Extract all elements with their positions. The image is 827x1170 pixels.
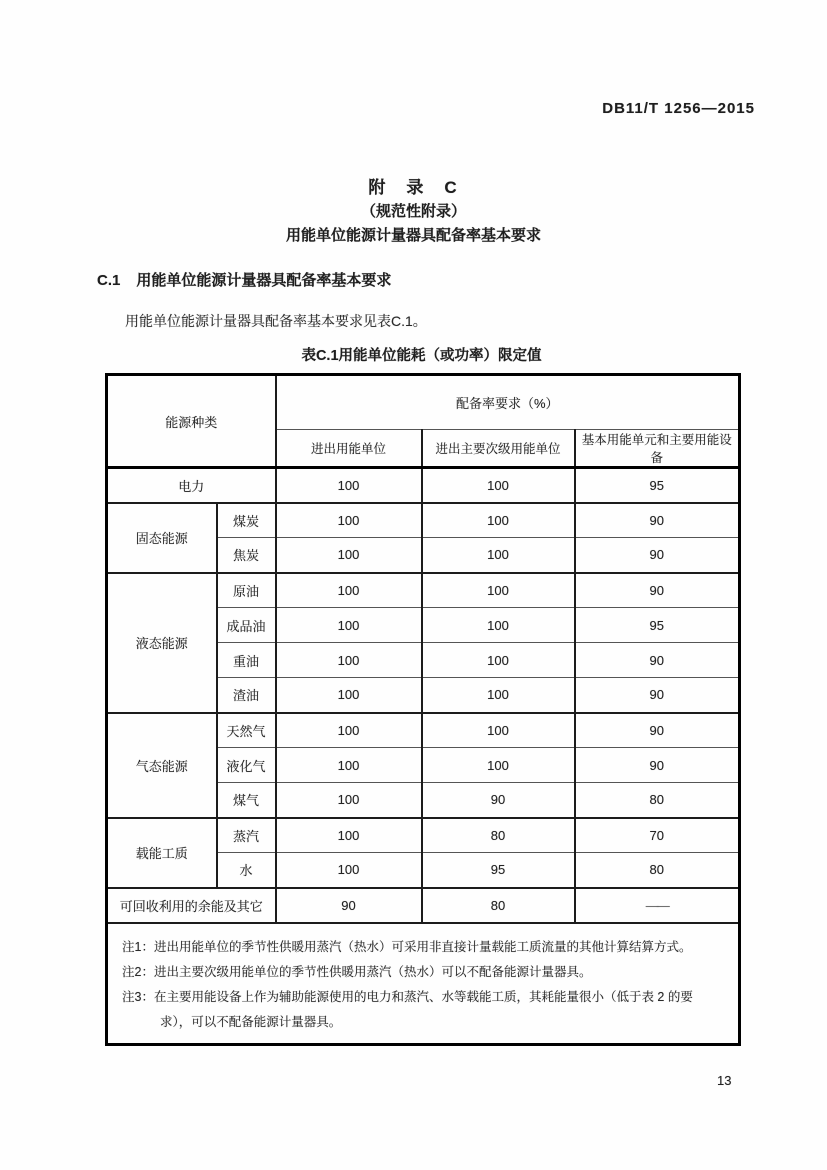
table-cell-value: 100	[276, 468, 422, 503]
header-energy-type: 能源种类	[107, 375, 276, 468]
table-cell-value: ——	[575, 888, 740, 923]
table-cell-value: 100	[276, 783, 422, 818]
row-label: 液化气	[217, 748, 276, 783]
body-paragraph: 用能单位能源计量器具配备率基本要求见表C.1。	[125, 313, 427, 329]
group-label-solid: 固态能源	[107, 503, 217, 573]
table-cell-value: 80	[422, 818, 575, 853]
page-number: 13	[717, 1073, 732, 1088]
row-label: 电力	[107, 468, 276, 503]
doc-number: DB11/T 1256—2015	[602, 100, 755, 117]
note-2	[122, 960, 724, 985]
row-coal	[107, 503, 740, 538]
section-heading	[97, 269, 391, 290]
table-cell-value: 100	[276, 538, 422, 573]
table-cell-value: 80	[575, 783, 740, 818]
row-label: 天然气	[217, 713, 276, 748]
group-label-gas: 气态能源	[107, 713, 217, 818]
table-cell-value: 80	[422, 888, 575, 923]
header-sub3: 基本用能单元和主要用能设备	[575, 430, 740, 468]
table-cell-value: 100	[422, 573, 575, 608]
note-3	[122, 985, 724, 1035]
table-cell-value: 100	[422, 468, 575, 503]
table-cell-value: 90	[575, 643, 740, 678]
section-number: C.1	[97, 272, 121, 289]
section-title: 用能单位能源计量器具配备率基本要求	[136, 272, 392, 289]
row-label: 原油	[217, 573, 276, 608]
table-cell-value: 100	[422, 538, 575, 573]
header-sub1: 进出用能单位	[276, 430, 422, 468]
appendix-title: 附 录 C	[368, 178, 459, 197]
table-cell-value: 90	[575, 573, 740, 608]
table-cell-value: 100	[276, 678, 422, 713]
header-sub2: 进出主要次级用能单位	[422, 430, 575, 468]
note-text: 在主要用能设备上作为辅助能源使用的电力和蒸汽、水等载能工质，其耗能量很小（低于表 2 的要求），可以不配备能源计量器具。	[153, 989, 693, 1029]
row-natural-gas	[107, 713, 740, 748]
appendix-subtitle: （规范性附录）	[360, 203, 466, 220]
appendix-name: 用能单位能源计量器具配备率基本要求	[285, 227, 541, 244]
row-label: 重油	[217, 643, 276, 678]
row-label: 焦炭	[217, 538, 276, 573]
table-cell-value: 100	[276, 573, 422, 608]
row-recoverable	[107, 888, 740, 923]
table-cell-value: 100	[422, 678, 575, 713]
row-label: 煤炭	[217, 503, 276, 538]
table-cell-value: 100	[276, 643, 422, 678]
table-cell-value: 100	[422, 643, 575, 678]
appendix-title-block	[0, 176, 827, 248]
table-cell-value: 100	[276, 853, 422, 888]
table-notes	[107, 923, 740, 1045]
row-label: 可回收利用的余能及其它	[107, 888, 276, 923]
row-electricity	[107, 468, 740, 503]
table-cell-value: 100	[422, 713, 575, 748]
notes-row	[107, 923, 740, 1045]
table-cell-value: 100	[276, 818, 422, 853]
group-label-liquid: 液态能源	[107, 573, 217, 713]
table-cell-value: 95	[422, 853, 575, 888]
table-cell-value: 100	[422, 503, 575, 538]
note-1	[122, 935, 724, 960]
note-text: 进出主要次级用能单位的季节性供暖用蒸汽（热水）可以不配备能源计量器具。	[153, 964, 592, 979]
table-cell-value: 100	[422, 748, 575, 783]
group-label-carrier: 载能工质	[107, 818, 217, 888]
table-cell-value: 90	[276, 888, 422, 923]
table-cell-value: 100	[422, 608, 575, 643]
note-label: 注3：	[122, 989, 154, 1004]
note-text: 进出用能单位的季节性供暖用蒸汽（热水）可采用非直接计量载能工质流量的其他计算结算方式。	[153, 939, 692, 954]
table-cell-value: 90	[575, 678, 740, 713]
row-crude-oil	[107, 573, 740, 608]
note-label: 注2：	[122, 964, 154, 979]
row-label: 水	[217, 853, 276, 888]
table-cell-value: 90	[575, 538, 740, 573]
row-steam	[107, 818, 740, 853]
table-cell-value: 90	[575, 503, 740, 538]
table-cell-value: 100	[276, 713, 422, 748]
table-caption: 表C.1用能单位能耗（或功率）限定值	[301, 348, 542, 364]
table-cell-value: 90	[422, 783, 575, 818]
row-label: 蒸汽	[217, 818, 276, 853]
row-label: 渣油	[217, 678, 276, 713]
table-cell-value: 90	[575, 713, 740, 748]
note-label: 注1：	[122, 939, 154, 954]
row-label: 煤气	[217, 783, 276, 818]
table-cell-value: 100	[276, 748, 422, 783]
table-cell-value: 95	[575, 608, 740, 643]
table-cell-value: 100	[276, 608, 422, 643]
table-cell-value: 80	[575, 853, 740, 888]
header-row-1	[107, 375, 740, 430]
table-cell-value: 90	[575, 748, 740, 783]
row-label: 成品油	[217, 608, 276, 643]
table-cell-value: 95	[575, 468, 740, 503]
table-cell-value: 70	[575, 818, 740, 853]
header-rate-requirement: 配备率要求（%）	[276, 375, 740, 430]
table-cell-value: 100	[276, 503, 422, 538]
requirements-table	[105, 373, 741, 1046]
